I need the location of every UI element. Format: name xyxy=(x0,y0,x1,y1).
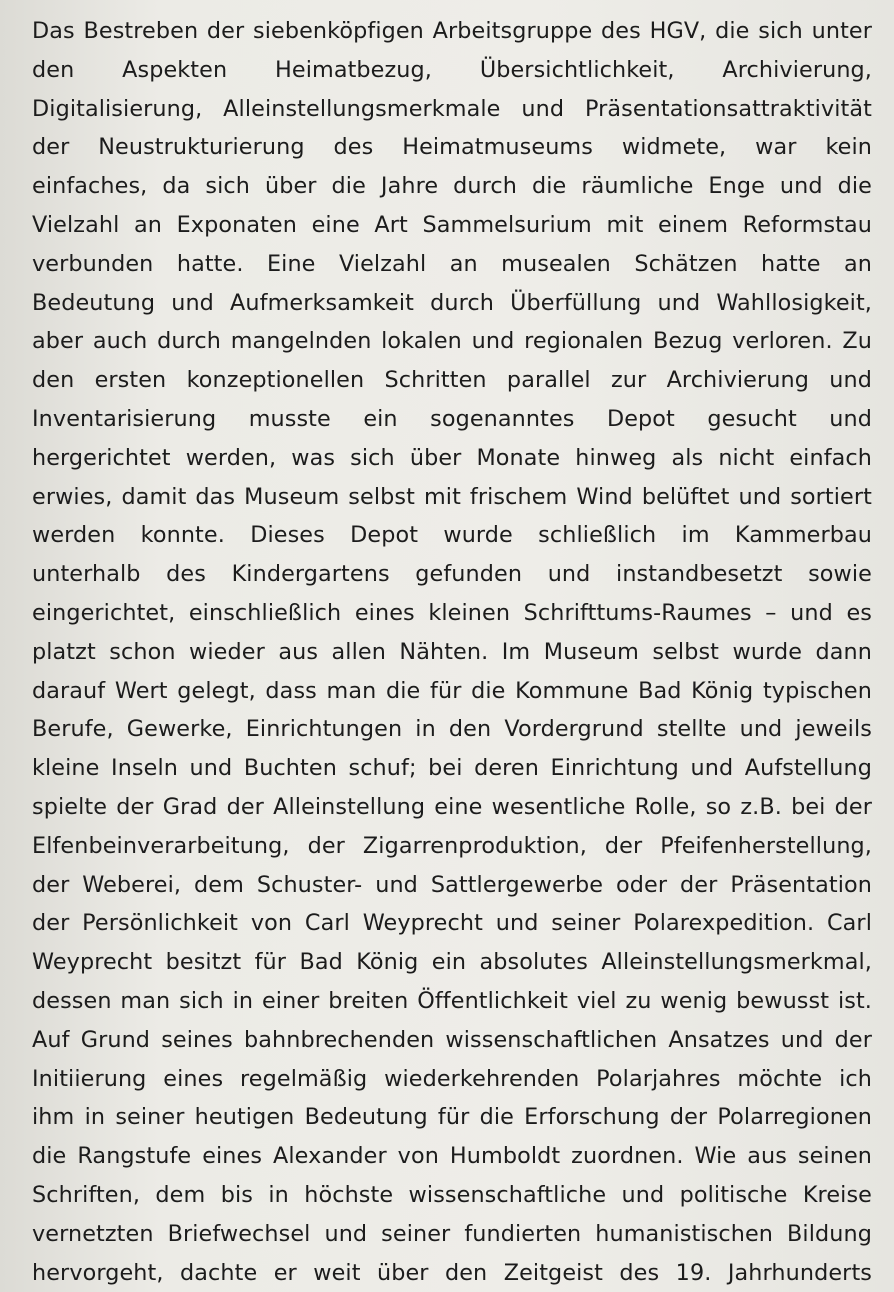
text-line: den ersten konzeptionellen Schritten parallel zur Archivierung und xyxy=(32,361,872,400)
text-line: hervorgeht, dachte er weit über den Zeitgeist des 19. Jahrhunderts xyxy=(32,1254,872,1292)
text-line: eingerichtet, einschließlich eines kleinen Schrifttums-Raumes – und es xyxy=(32,594,872,633)
text-line: kleine Inseln und Buchten schuf; bei deren Einrichtung und Aufstellung xyxy=(32,749,872,788)
text-line: der Neustrukturierung des Heimatmuseums widmete, war kein xyxy=(32,128,872,167)
text-line: platzt schon wieder aus allen Nähten. Im Museum selbst wurde dann xyxy=(32,633,872,672)
text-line: erwies, damit das Museum selbst mit frischem Wind belüftet und sortiert xyxy=(32,478,872,517)
text-line: verbunden hatte. Eine Vielzahl an musealen Schätzen hatte an xyxy=(32,245,872,284)
text-line: dessen man sich in einer breiten Öffentlichkeit viel zu wenig bewusst ist. xyxy=(32,982,872,1021)
text-line: ihm in seiner heutigen Bedeutung für die Erforschung der Polarregionen xyxy=(32,1098,872,1137)
text-line: der Persönlichkeit von Carl Weyprecht und seiner Polarexpedition. Carl xyxy=(32,904,872,943)
text-line: Auf Grund seines bahnbrechenden wissenschaftlichen Ansatzes und der xyxy=(32,1021,872,1060)
text-line: Digitalisierung, Alleinstellungsmerkmale und Präsentationsattraktivität xyxy=(32,90,872,129)
text-line: Inventarisierung musste ein sogenanntes Depot gesucht und xyxy=(32,400,872,439)
text-line: werden konnte. Dieses Depot wurde schließlich im Kammerbau xyxy=(32,516,872,555)
text-line: den Aspekten Heimatbezug, Übersichtlichkeit, Archivierung, xyxy=(32,51,872,90)
text-line: spielte der Grad der Alleinstellung eine wesentliche Rolle, so z.B. bei der xyxy=(32,788,872,827)
text-line: Das Bestreben der siebenköpfigen Arbeitsgruppe des HGV, die sich unter xyxy=(32,12,872,51)
text-line: einfaches, da sich über die Jahre durch die räumliche Enge und die xyxy=(32,167,872,206)
text-line: Berufe, Gewerke, Einrichtungen in den Vordergrund stellte und jeweils xyxy=(32,710,872,749)
text-line: Vielzahl an Exponaten eine Art Sammelsurium mit einem Reformstau xyxy=(32,206,872,245)
body-paragraph xyxy=(32,12,872,1292)
text-line: Weyprecht besitzt für Bad König ein absolutes Alleinstellungsmerkmal, xyxy=(32,943,872,982)
text-line: die Rangstufe eines Alexander von Humboldt zuordnen. Wie aus seinen xyxy=(32,1137,872,1176)
text-line: darauf Wert gelegt, dass man die für die Kommune Bad König typischen xyxy=(32,672,872,711)
text-line: Initiierung eines regelmäßig wiederkehrenden Polarjahres möchte ich xyxy=(32,1060,872,1099)
text-line: vernetzten Briefwechsel und seiner fundierten humanistischen Bildung xyxy=(32,1215,872,1254)
text-line: unterhalb des Kindergartens gefunden und instandbesetzt sowie xyxy=(32,555,872,594)
text-line: der Weberei, dem Schuster- und Sattlergewerbe oder der Präsentation xyxy=(32,866,872,905)
text-line: aber auch durch mangelnden lokalen und regionalen Bezug verloren. Zu xyxy=(32,322,872,361)
text-line: Elfenbeinverarbeitung, der Zigarrenproduktion, der Pfeifenherstellung, xyxy=(32,827,872,866)
text-line: Schriften, dem bis in höchste wissenschaftliche und politische Kreise xyxy=(32,1176,872,1215)
text-line: Bedeutung und Aufmerksamkeit durch Überfüllung und Wahllosigkeit, xyxy=(32,284,872,323)
text-line: hergerichtet werden, was sich über Monate hinweg als nicht einfach xyxy=(32,439,872,478)
